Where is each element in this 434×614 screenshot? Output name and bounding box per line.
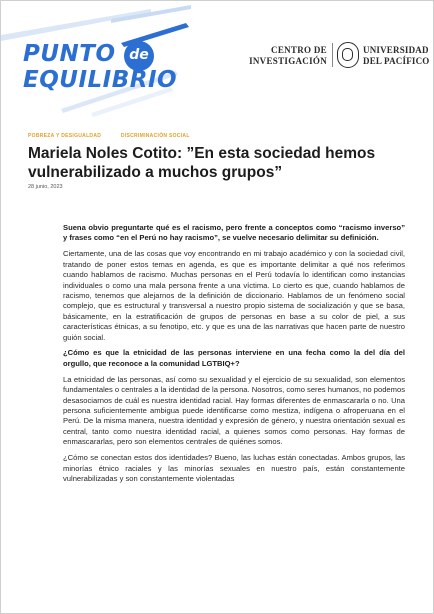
brand-line2: EQUILIBRIO (23, 67, 178, 93)
tag-link[interactable]: DISCRIMINACIÓN SOCIAL (120, 133, 190, 139)
brand-line1: PUNTO (23, 41, 116, 67)
lead-paragraph: Suena obvio preguntarte qué es el racismo, pero frente a conceptos como “racismo inverso” y frases como “en el Perú no hay racismo”, se vuelve necesario delimitar su definición. (63, 223, 405, 243)
header-divider (332, 43, 333, 67)
centro-investigacion-label: CENTRO DE INVESTIGACIÓN (249, 45, 327, 66)
article-body (63, 223, 405, 490)
header (1, 1, 434, 119)
body-paragraph: ¿Cómo se conectan estos dos identidades? Bueno, las luchas están conectadas. Ambos grupos, las minorías étnico raciales y las minorías sexuales en nuestro país, están constantemente vulnerabilizadas y son constantemente violentadas (63, 453, 405, 483)
university-seal-icon (337, 42, 359, 68)
universidad-label: UNIVERSIDAD DEL PACÍFICO (363, 45, 430, 66)
question-paragraph: ¿Cómo es que la etnicidad de las personas interviene en una fecha como la del día del orgullo, que reconoce a la comunidad LGTBIQ+? (63, 348, 405, 368)
article-date: 28 junio, 2023 (28, 184, 63, 190)
body-paragraph: La etnicidad de las personas, así como su sexualidad y el ejercicio de su sexualidad, son elementos fundamentales o centrales a la identidad de la persona. Nosotros, como seres humanos, no podemos desasociarnos de cuál es nuestra identidad racial. Hay formas diferentes de enmascararla o no. Una persona suficientemente ambigua puede identificarse como mestiza, indígena o afroperuana en el Perú. De la misma manera, nuestra identidad y expresión de género, y nuestra orientación sexual es central, tanto como nuestra identidad racial, a quienes somos como personas. Hay formas de enmascararlas, pero son elementos centrales de quiénes somos. (63, 374, 405, 447)
brand-logo (23, 41, 193, 101)
article-title: Mariela Noles Cotito: ”En esta sociedad hemos vulnerabilizado a muchos grupos” (28, 145, 376, 181)
article-tags (28, 133, 208, 139)
body-paragraph: Ciertamente, una de las cosas que voy encontrando en mi trabajo académico y con la sociedad civil, tratando de poner estos temas en agenda, es que es importante delimitar a qué nos referimos cuando hablamos de racismo. Muchas personas en el Perú todavía lo identifican como instancias individuales o como una mala persona frente a una víctima. Lo cierto es que, cuando hablamos de racismo, tenemos que alejarnos de la definición de diccionario. Hablamos de un fenómeno social complejo, que es estructural y transversal a nuestro propio sistema de socialización y que se basa, básicamente, en la estratificación de grupos de personas en base a su color de piel, a sus características étnicas, a su fenotipo, etc. y que es una de las narrativas que hacen parte de nuestro guión social. (63, 249, 405, 342)
tag-link[interactable]: POBREZA Y DESIGUALDAD (28, 133, 102, 139)
brand-de-badge: de (124, 41, 154, 71)
